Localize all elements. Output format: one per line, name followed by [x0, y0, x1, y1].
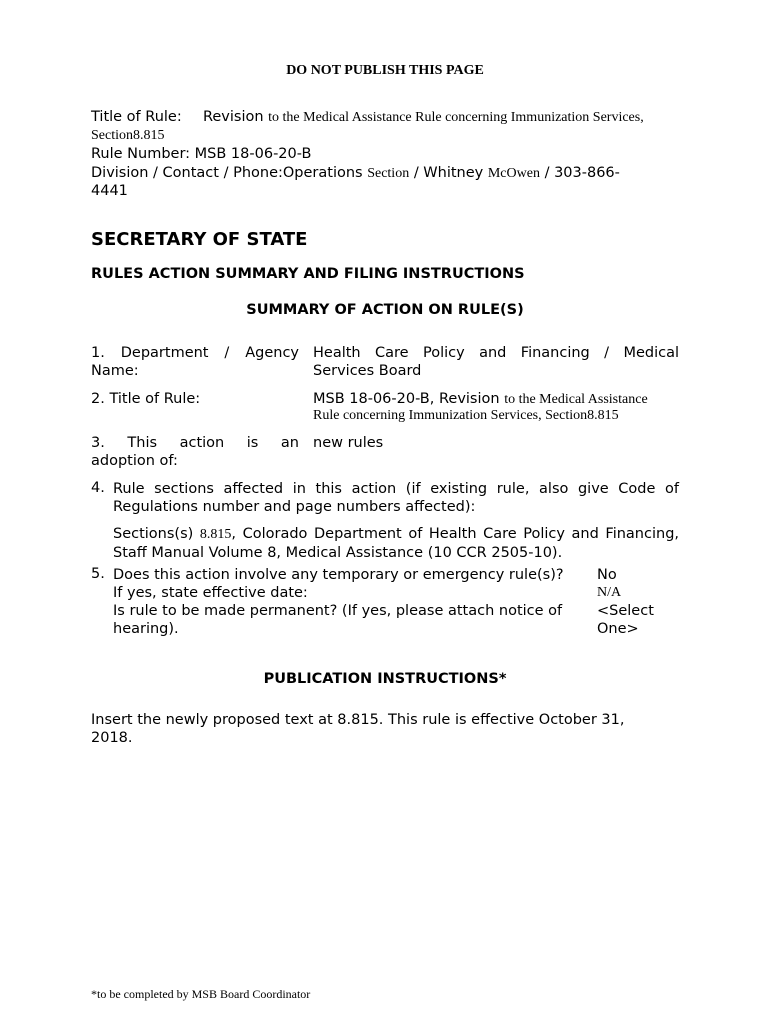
- item1-value: Health Care Policy and Financing / Medical Services Board: [313, 345, 679, 379]
- item4-sections-prefix: Sections(s): [113, 526, 194, 542]
- item5-question1: Does this action involve any temporary or emergency rule(s)?: [113, 567, 564, 583]
- title-section: Section8.815: [91, 128, 165, 143]
- division-phone-line2: 4441: [91, 183, 128, 199]
- item4-sections-text: , Colorado Department of Health Care Policy and Financing, Staff Manual Volume 8, Medical Assistance (10 CCR 2505-10).: [113, 526, 680, 561]
- summary-heading: SUMMARY OF ACTION ON RULE(S): [246, 302, 524, 318]
- publication-heading: PUBLICATION INSTRUCTIONS*: [263, 671, 507, 687]
- item2-value-serif1: to the Medical Assistance: [504, 392, 648, 407]
- item4-sections-number: 8.815: [199, 527, 232, 542]
- item4-text: Rule sections affected in this action (if existing rule, also give Code of Regulations number and page numbers affected):: [113, 481, 679, 515]
- title-revision: Revision: [202, 109, 264, 125]
- division-section: Section: [367, 166, 410, 181]
- item3-label-line1: 3. This action is an: [91, 435, 299, 451]
- footnote: *to be completed by MSB Board Coordinator: [91, 987, 311, 1001]
- title-text: to the Medical Assistance Rule concerning Immunization Services,: [268, 110, 644, 125]
- secretary-heading: SECRETARY OF STATE: [91, 229, 308, 250]
- item2-label: 2. Title of Rule:: [91, 391, 201, 407]
- page-notice: DO NOT PUBLISH THIS PAGE: [286, 63, 484, 78]
- item2-value: [313, 390, 679, 409]
- division-mid: / Whitney: [413, 165, 484, 181]
- item5-question2: If yes, state effective date:: [113, 585, 308, 601]
- rules-action-heading: RULES ACTION SUMMARY AND FILING INSTRUCTIONS: [91, 266, 525, 282]
- item3-label-line2: adoption of:: [91, 453, 178, 469]
- item4-number: 4.: [91, 480, 105, 496]
- item4-sections: [113, 525, 679, 562]
- item2-value-prefix: MSB 18-06-20-B, Revision: [313, 391, 500, 407]
- item5-answer1: No: [597, 567, 617, 583]
- item5-number: 5.: [91, 566, 105, 582]
- division-contact: [91, 164, 691, 183]
- item1-label-line2: Name:: [91, 363, 139, 379]
- division-name: McOwen: [487, 166, 540, 181]
- item3-value: new rules: [313, 435, 384, 451]
- publication-text: Insert the newly proposed text at 8.815. This rule is effective October 31, 2018.: [91, 712, 625, 746]
- division-prefix: Division / Contact / Phone:Operations: [91, 165, 363, 181]
- title-label: Title of Rule:: [91, 109, 182, 125]
- item5-answer3-select: <Select One>: [597, 603, 654, 637]
- rule-number: Rule Number: MSB 18-06-20-B: [91, 146, 312, 162]
- division-phone: / 303-866-: [544, 165, 620, 181]
- item1-label-line1: 1. Department / Agency: [91, 345, 299, 361]
- item5-answer2: N/A: [597, 585, 622, 600]
- rule-title-block: [91, 108, 691, 127]
- item2-value-serif2: Rule concerning Immunization Services, Section8.815: [313, 408, 619, 423]
- item5-question3: Is rule to be made permanent? (If yes, please attach notice of hearing).: [113, 603, 563, 637]
